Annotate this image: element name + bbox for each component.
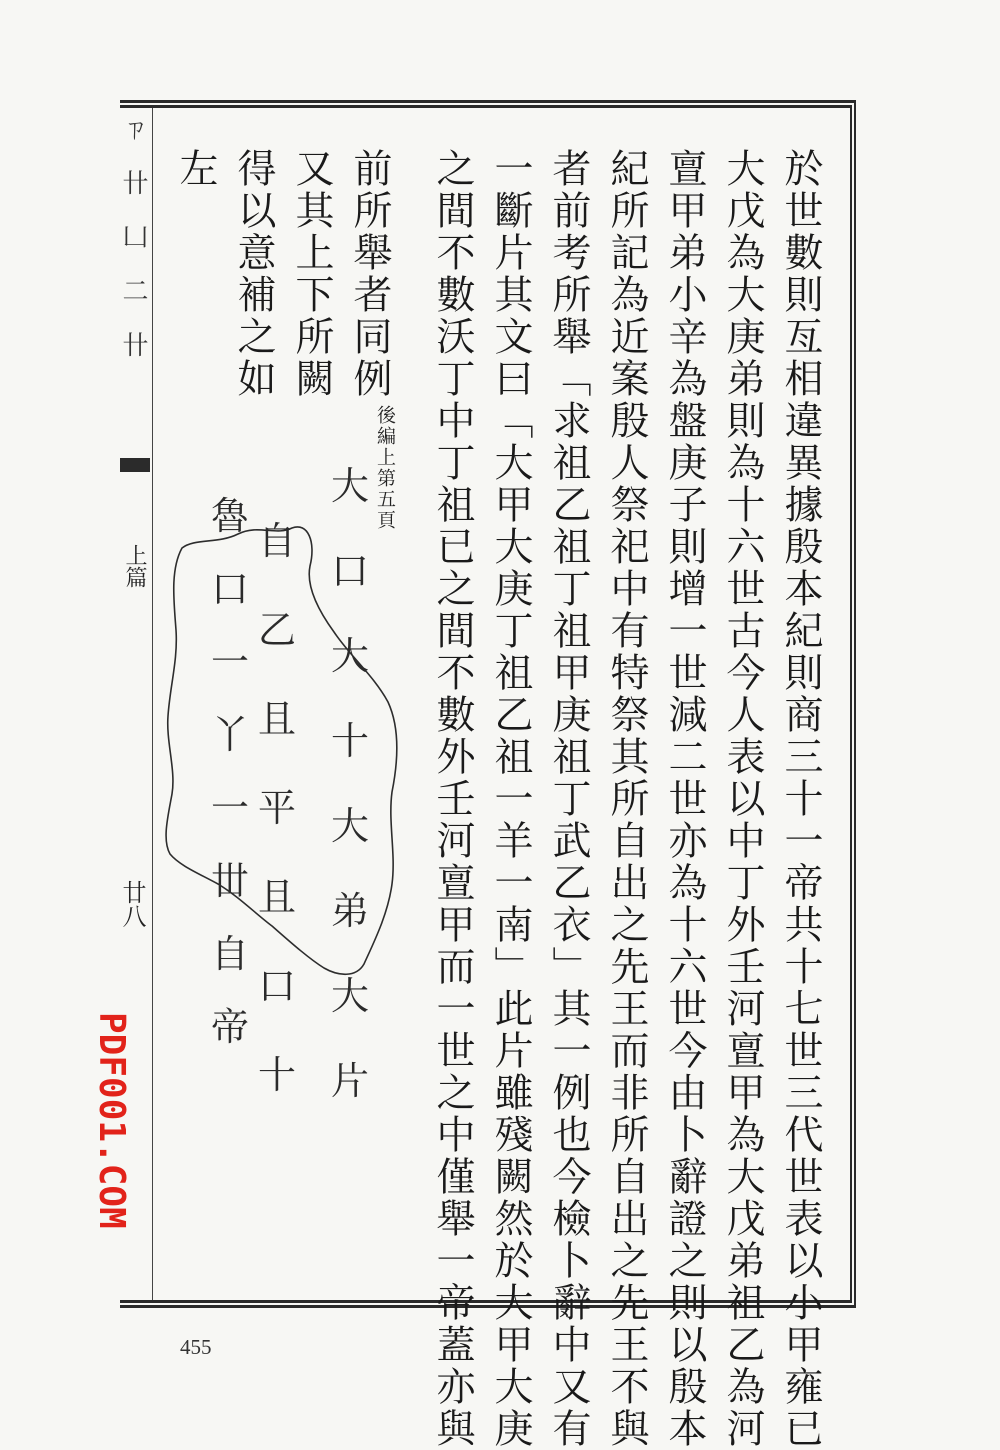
rubbing-glyph: 十 xyxy=(257,1053,296,1097)
rubbing-glyph: 大 xyxy=(330,464,369,508)
rubbing-glyph: 平 xyxy=(257,786,296,830)
rubbing-middle-column xyxy=(252,510,302,1099)
text-column-6: 一斷片其文曰「大甲大庚丁祖乙祖一羊一南」此片雖殘闕然於大甲大庚 xyxy=(488,148,533,1450)
rubbing-glyph: 且 xyxy=(257,875,296,919)
rubbing-glyph: 弟 xyxy=(330,889,369,933)
rubbing-glyph: 口 xyxy=(330,549,369,593)
margin-rule xyxy=(152,108,153,1300)
text-column-7: 之間不數沃丁中丁祖已之間不數外壬河亶甲而一世之中僅舉一帝蓋亦與 xyxy=(430,148,475,1450)
text-column-9: 又其上下所闕 xyxy=(289,148,334,400)
rubbing-glyph: 乙 xyxy=(257,608,296,652)
rubbing-glyph: 帝 xyxy=(210,1005,249,1049)
rubbing-glyph: 自 xyxy=(210,932,249,976)
rubbing-glyph: 一 xyxy=(210,640,249,684)
page-number: 455 xyxy=(180,1335,212,1359)
text-column-4: 紀所記為近案殷人祭祀中有特祭其所自出之先王而非所自出之先王不與 xyxy=(604,148,649,1450)
rubbing-glyph: 自 xyxy=(257,519,296,563)
watermark xyxy=(90,1010,140,1260)
text-column-1: 於世數則亙相違異據殷本紀則商三十一帝共十七世三代世表以小甲雍已 xyxy=(778,148,823,1450)
rubbing-glyph: 大 xyxy=(330,804,369,848)
text-column-10: 得以意補之如 xyxy=(231,148,276,400)
rubbing-glyph: 且 xyxy=(257,697,296,741)
rubbing-glyph: 丫 xyxy=(210,713,249,757)
margin-marks: ㄗ卄凵二卄 xyxy=(118,115,148,385)
rubbing-glyph: 魯 xyxy=(210,494,249,538)
margin-title: 上篇 xyxy=(122,544,147,588)
rubbing-glyph: 丗 xyxy=(210,859,249,903)
rubbing-caption: 後編上第五頁 xyxy=(374,405,396,531)
text-column-3: 亶甲弟小辛為盤庚子則增一世減二世亦為十六世今由卜辭證之則以殷本 xyxy=(662,148,707,1450)
margin-block xyxy=(120,458,150,472)
rubbing-glyph: 大 xyxy=(330,634,369,678)
text-column-2: 大戊為大庚弟則為十六世古今人表以中丁外壬河亶甲為大戊弟祖乙為河 xyxy=(720,148,765,1450)
rubbing-right-column xyxy=(325,455,375,1105)
rubbing-glyph: 口 xyxy=(257,964,296,1008)
margin-folio: 廿八 xyxy=(118,880,146,928)
text-column-5: 者前考所舉「求祖乙祖丁祖甲庚祖丁武乙衣」其一例也今檢卜辭中又有 xyxy=(546,148,591,1450)
rubbing-glyph: 一 xyxy=(210,786,249,830)
rubbing-glyph: 十 xyxy=(330,719,369,763)
rubbing-glyph: 片 xyxy=(330,1059,369,1103)
rubbing-glyph: 口 xyxy=(210,567,249,611)
rubbing-left-column xyxy=(205,485,255,1051)
rubbing-glyph: 大 xyxy=(330,974,369,1018)
text-column-11: 左 xyxy=(173,148,218,190)
text-column-8: 前所舉者同例 xyxy=(347,148,392,400)
watermark-text: PDF001.COM xyxy=(91,1012,132,1229)
